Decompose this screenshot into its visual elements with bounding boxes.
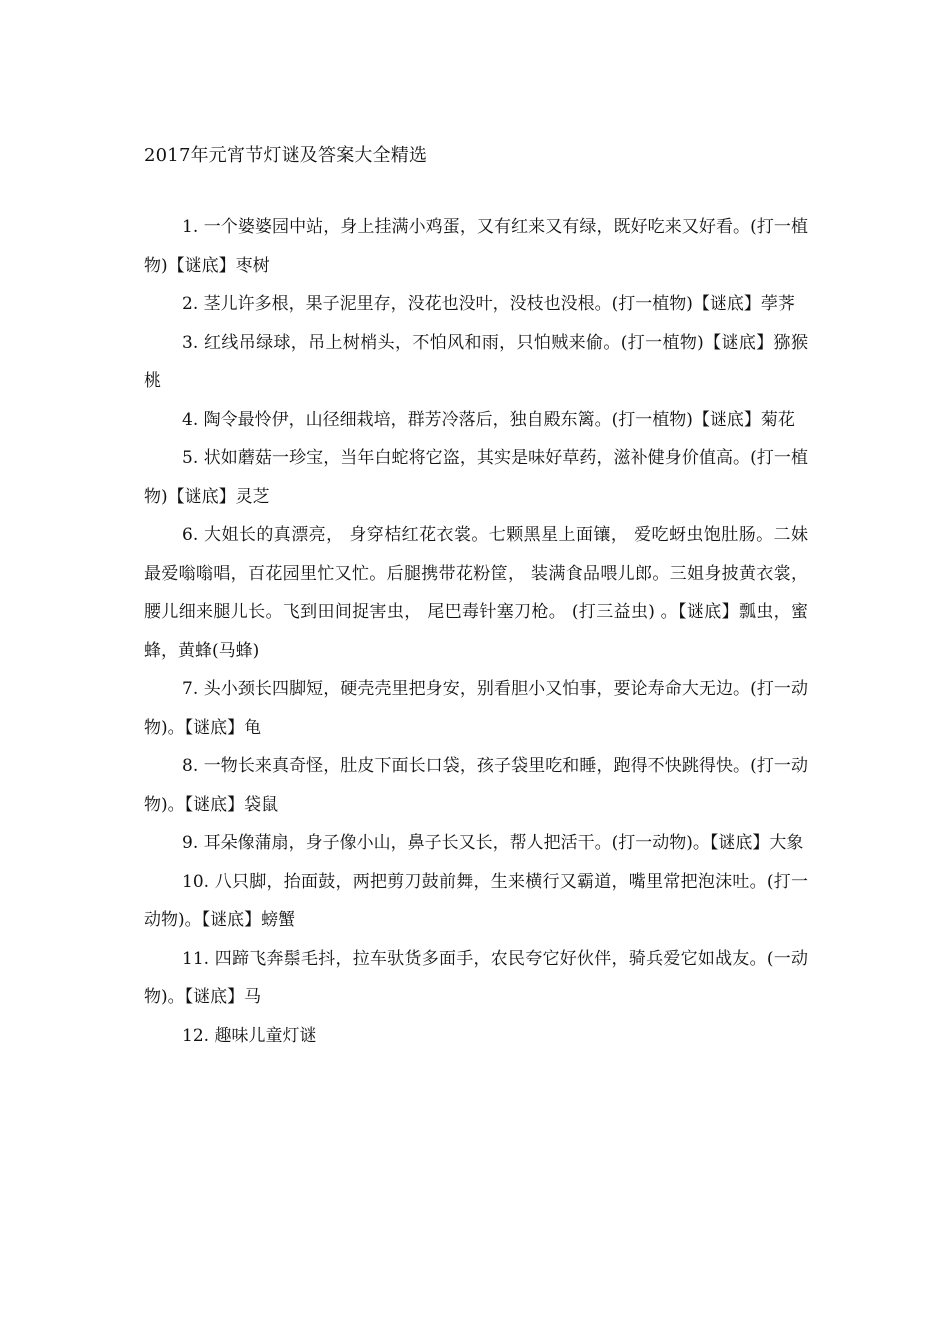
riddle-item-4: 4. 陶令最怜伊，山径细栽培，群芳冷落后，独自殿东篱。(打一植物)【谜底】菊花 [182, 409, 795, 430]
riddle-item-1: 1. 一个婆婆园中站，身上挂满小鸡蛋，又有红来又有绿，既好吃来又好看。(打一植物)【谜底】枣树 [144, 217, 808, 276]
riddle-item-7: 7. 头小颈长四脚短，硬壳壳里把身安，别看胆小又怕事，要论寿命大无边。(打一动物)。【谜底】龟 [144, 679, 808, 738]
riddle-item-10: 10. 八只脚，抬面鼓，两把剪刀鼓前舞，生来横行又霸道，嘴里常把泡沫吐。(打一动物)。【谜底】螃蟹 [144, 871, 808, 930]
riddle-item-2: 2. 茎儿许多根，果子泥里存，没花也没叶，没枝也没根。(打一植物)【谜底】荸荠 [182, 294, 795, 314]
riddle-item-12: 12. 趣味儿童灯谜 [182, 1025, 317, 1046]
riddle-item-8: 8. 一物长来真奇怪，肚皮下面长口袋，孩子袋里吃和睡，跑得不快跳得快。(打一动物)。【谜底】袋鼠 [144, 756, 808, 815]
riddle-list [144, 208, 808, 1055]
riddle-item-3: 3. 红线吊绿球，吊上树梢头，不怕风和雨，只怕贼来偷。(打一植物)【谜底】猕猴桃 [144, 332, 808, 391]
riddle-item-6: 6. 大姐长的真漂亮， 身穿桔红花衣裳。七颗黑星上面镶， 爱吃蚜虫饱肚肠。二妹最爱嗡嗡唱，百花园里忙又忙。后腿携带花粉筐， 装满食品喂儿郎。三姐身披黄衣裳， 腰儿细来腿儿长。飞到田间捉害虫， 尾巴毒针塞刀枪。 (打三益虫) 。【谜底】瓢虫，蜜蜂，黄蜂(马蜂) [144, 525, 808, 661]
riddle-item-9: 9. 耳朵像蒲扇，身子像小山，鼻子长又长，帮人把活干。(打一动物)。【谜底】大象 [182, 833, 804, 853]
document-title: 2017年元宵节灯谜及答案大全精选 [144, 145, 428, 166]
riddle-item-11: 11. 四蹄飞奔鬃毛抖，拉车驮货多面手，农民夸它好伙伴，骑兵爱它如战友。(一动物)。【谜底】马 [144, 948, 808, 1007]
riddle-item-5: 5. 状如蘑菇一珍宝，当年白蛇将它盗，其实是味好草药，滋补健身价值高。(打一植物)【谜底】灵芝 [144, 448, 808, 507]
